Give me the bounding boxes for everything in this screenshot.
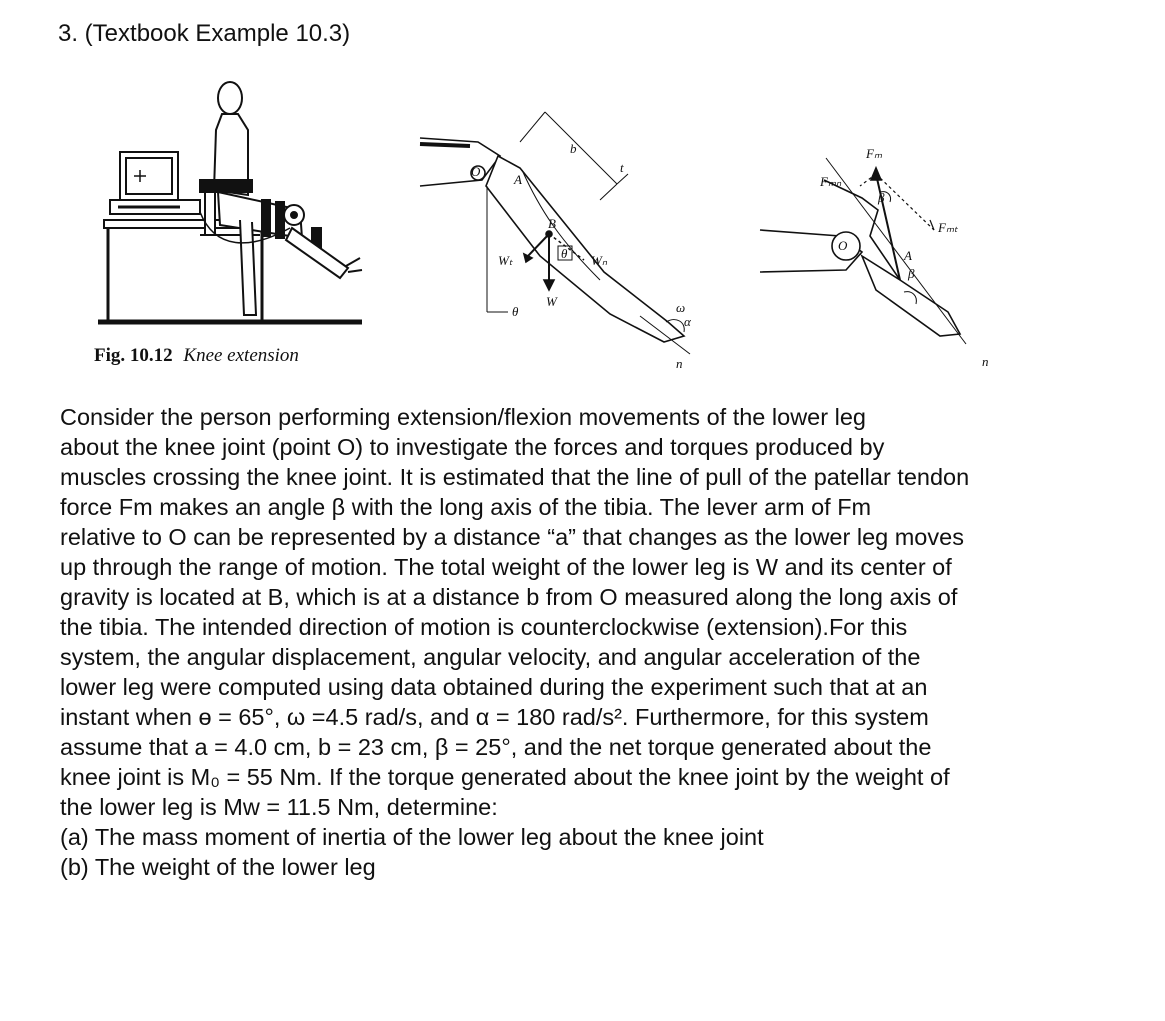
- question-b: (b) The weight of the lower leg: [60, 854, 376, 880]
- problem-line: about the knee joint (point O) to investigate the forces and torques produced by: [60, 434, 885, 460]
- problem-line: instant when ɵ = 65°, ω =4.5 rad/s, and α = 180 rad/s². Furthermore, for this system: [60, 704, 929, 730]
- problem-line: force Fm makes an angle β with the long axis of the tibia. The lever arm of Fm: [60, 494, 872, 520]
- waist-strap: [200, 180, 252, 192]
- person-at-desk-illustration: [98, 82, 362, 322]
- problem-line: system, the angular displacement, angular velocity, and angular acceleration of the: [60, 644, 921, 670]
- label-omega: ω: [676, 300, 686, 315]
- label-n-mid: n: [676, 356, 683, 371]
- problem-line: the tibia. The intended direction of motion is counterclockwise (extension).For this: [60, 614, 908, 640]
- problem-line: lower leg were computed using data obtained during the experiment such that at an: [60, 674, 928, 700]
- knee-extension-figure: [0, 60, 1165, 380]
- problem-statement: [60, 402, 1140, 882]
- question-a: (a) The mass moment of inertia of the lower leg about the knee joint: [60, 824, 764, 850]
- label-b-point: B: [548, 216, 556, 231]
- label-alpha: α: [684, 314, 691, 329]
- label-theta-axis: θ: [512, 304, 519, 319]
- label-theta-box: θ: [561, 246, 568, 261]
- problem-line: up through the range of motion. The total weight of the lower leg is W and its center of: [60, 554, 952, 580]
- figure-title: Knee extension: [183, 345, 299, 366]
- problem-line: knee joint is M₀ = 55 Nm. If the torque generated about the knee joint by the weight of: [60, 764, 950, 790]
- label-w: W: [546, 294, 557, 309]
- person-head: [218, 82, 242, 114]
- label-o-mid: O: [471, 164, 481, 179]
- leg-free-body-diagram: [420, 112, 690, 354]
- label-beta-top: β: [878, 190, 885, 205]
- label-fm: Fₘ: [866, 146, 883, 161]
- label-n-right: n: [982, 354, 989, 369]
- problem-line: muscles crossing the knee joint. It is estimated that the line of pull of the patellar tendon: [60, 464, 970, 490]
- figure-caption: [94, 345, 299, 367]
- problem-line: assume that a = 4.0 cm, b = 23 cm, β = 25°, and the net torque generated about the: [60, 734, 932, 760]
- label-t-axis: t: [620, 160, 624, 175]
- label-a-mid: A: [514, 172, 522, 187]
- problem-line: the lower leg is Mw = 11.5 Nm, determine:: [60, 794, 498, 820]
- label-beta-bottom: β: [908, 266, 915, 281]
- problem-line: relative to O can be represented by a distance “a” that changes as the lower leg moves: [60, 524, 964, 550]
- label-o-right: O: [838, 238, 848, 253]
- muscle-force-diagram: [760, 158, 966, 344]
- label-b-distance: b: [570, 141, 577, 156]
- problem-line: gravity is located at B, which is at a distance b from O measured along the long axis of: [60, 584, 958, 610]
- label-wt: Wₜ: [498, 253, 513, 268]
- problem-line: Consider the person performing extension/flexion movements of the lower leg: [60, 404, 866, 430]
- figure-number: Fig. 10.12: [94, 345, 173, 366]
- label-fmn: Fₘₙ: [820, 174, 842, 189]
- problem-heading: 3. (Textbook Example 10.3): [58, 20, 351, 47]
- label-fmt: Fₘₜ: [938, 220, 958, 235]
- figure-drawing: [0, 60, 1165, 380]
- label-a-right: A: [904, 248, 912, 263]
- monitor: [120, 152, 178, 200]
- label-wn: Wₙ: [591, 253, 608, 268]
